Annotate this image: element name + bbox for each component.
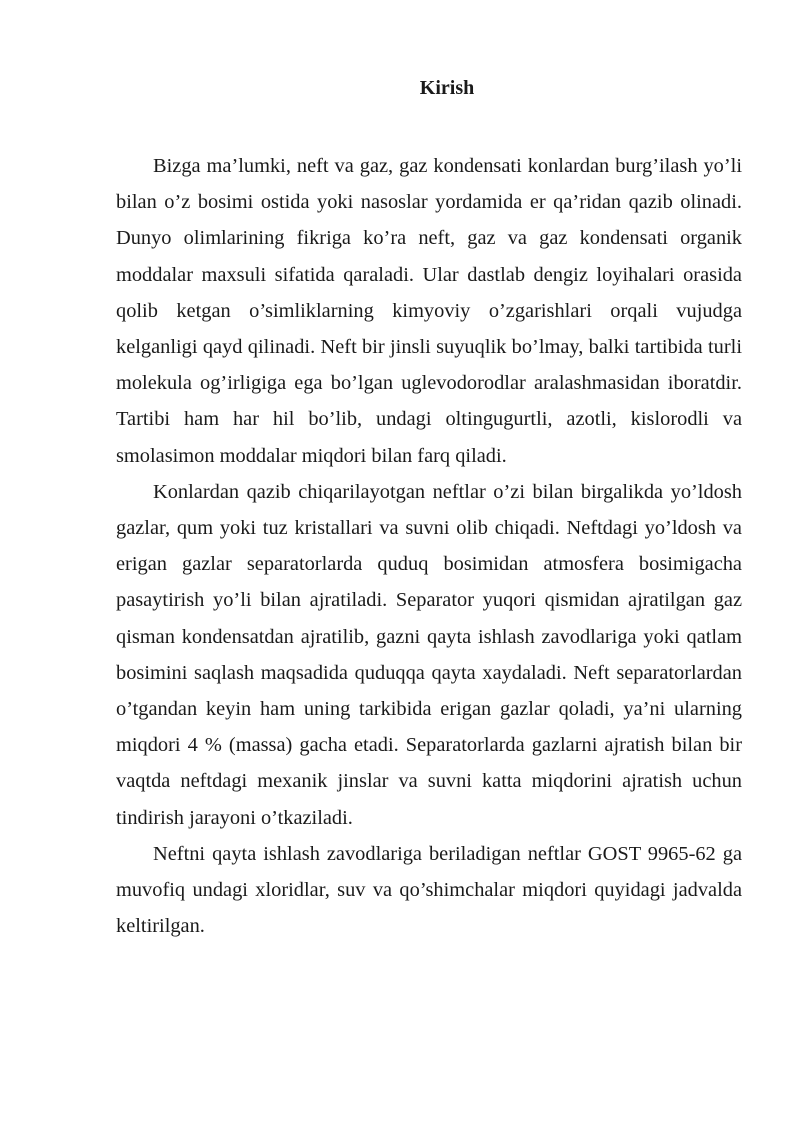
- document-body: [116, 148, 742, 944]
- paragraph-3: Neftni qayta ishlash zavodlariga beriladigan neftlar GOST 9965-62 ga muvofiq undagi xloridlar, suv va qo’shimchalar miqdori quyidagi jadvalda keltirilgan.: [116, 842, 742, 938]
- page-title: Kirish: [419, 77, 475, 99]
- paragraph-2: Konlardan qazib chiqarilayotgan neftlar o’zi bilan birgalikda yo’ldosh gazlar, qum yoki tuz kristallari va suvni olib chiqadi. Neftdagi yo’ldosh va erigan gazlar separatorlarda quduq bosimidan atmosfera bosimigacha pasaytirish yo’li bilan ajratiladi. Separator yuqori qismidan ajratilgan gaz qisman kondensatdan ajratilib, gazni qayta ishlash zavodlariga yoki qatlam bosimini saqlash maqsadida quduqqa qayta xaydaladi. Neft separatorlardan o’tgandan keyin ham uning tarkibida erigan gazlar qoladi, ya’ni ularning miqdori 4 % (massa) gacha etadi. Separatorlarda gazlarni ajratish bilan bir vaqtda neftdagi mexanik jinslar va suvni katta miqdorini ajratish uchun tindirish jarayoni o’tkaziladi.: [116, 480, 742, 829]
- paragraph-1: Bizga ma’lumki, neft va gaz, gaz kondensati konlardan burg’ilash yo’li bilan o’z bosimi ostida yoki nasoslar yordamida er qa’ridan qazib olinadi. Dunyo olimlarining fikriga ko’ra neft, gaz va gaz kondensati organik moddalar maxsuli sifatida qaraladi. Ular dastlab dengiz loyihalari orasida qolib ketgan o’simliklarning kimyoviy o’zgarishlari orqali vujudga kelganligi qayd qilinadi. Neft bir jinsli suyuqlik bo’lmay, balki tartibida turli molekula og’irligiga ega bo’lgan uglevodorodlar aralashmasidan iboratdir. Tartibi ham har hil bo’lib, undagi oltingugurtli, azotli, kislorodli va smolasimon moddalar miqdori bilan farq qiladi.: [116, 155, 742, 467]
